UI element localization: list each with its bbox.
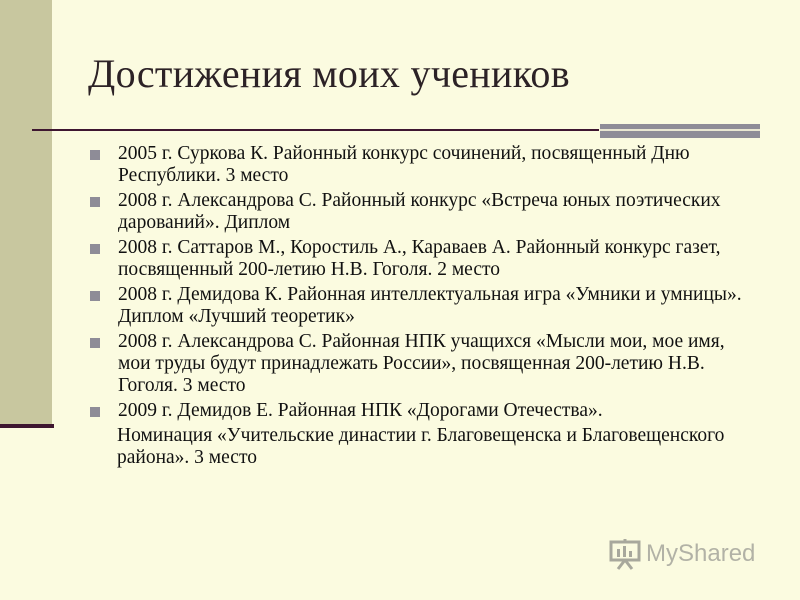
list-item xyxy=(88,400,748,422)
left-bar-underline xyxy=(0,424,54,428)
left-decorative-bar xyxy=(0,0,52,428)
square-bullet-icon xyxy=(90,338,100,348)
list-item xyxy=(88,237,748,281)
title-divider-accent xyxy=(600,124,760,138)
achievements-list xyxy=(88,143,748,469)
list-item xyxy=(88,143,748,187)
list-item xyxy=(88,190,748,234)
list-item xyxy=(88,331,748,397)
list-item-text: 2008 г. Александрова С. Районный конкурс «Встреча юных поэтических дарований». Диплом xyxy=(118,190,721,233)
square-bullet-icon xyxy=(90,197,100,207)
list-item xyxy=(88,284,748,328)
list-item-text: 2008 г. Саттаров М., Коростиль А., Караваев А. Районный конкурс газет, посвященный 200-летию Н.В. Гоголя. 2 место xyxy=(118,237,721,280)
watermark-text: MyShared xyxy=(646,540,756,567)
list-item-text: 2008 г. Александрова С. Районная НПК учащихся «Мысли мои, мое имя, мои труды будут принадлежать России», посвященная 200-летию Н.В. Гоголя. 3 место xyxy=(118,331,725,396)
square-bullet-icon xyxy=(90,291,100,301)
list-item-continuation: Номинация «Учительские династии г. Благовещенска и Благовещенского района». 3 место xyxy=(117,425,725,468)
square-bullet-icon xyxy=(90,407,100,417)
title-divider-accent-line xyxy=(600,129,760,131)
list-item-text: 2005 г. Суркова К. Районный конкурс сочинений, посвященный Дню Республики. 3 место xyxy=(118,143,690,186)
square-bullet-icon xyxy=(90,244,100,254)
list-item-text: 2008 г. Демидова К. Районная интеллектуальная игра «Умники и умницы». Диплом «Лучший теоретик» xyxy=(118,284,742,327)
title-divider xyxy=(32,129,599,131)
square-bullet-icon xyxy=(90,150,100,160)
presentation-board-icon xyxy=(608,537,642,571)
watermark xyxy=(608,536,755,572)
list-item-text: 2009 г. Демидов Е. Районная НПК «Дорогами Отечества». xyxy=(118,400,603,421)
slide-title: Достижения моих учеников xyxy=(88,51,570,96)
